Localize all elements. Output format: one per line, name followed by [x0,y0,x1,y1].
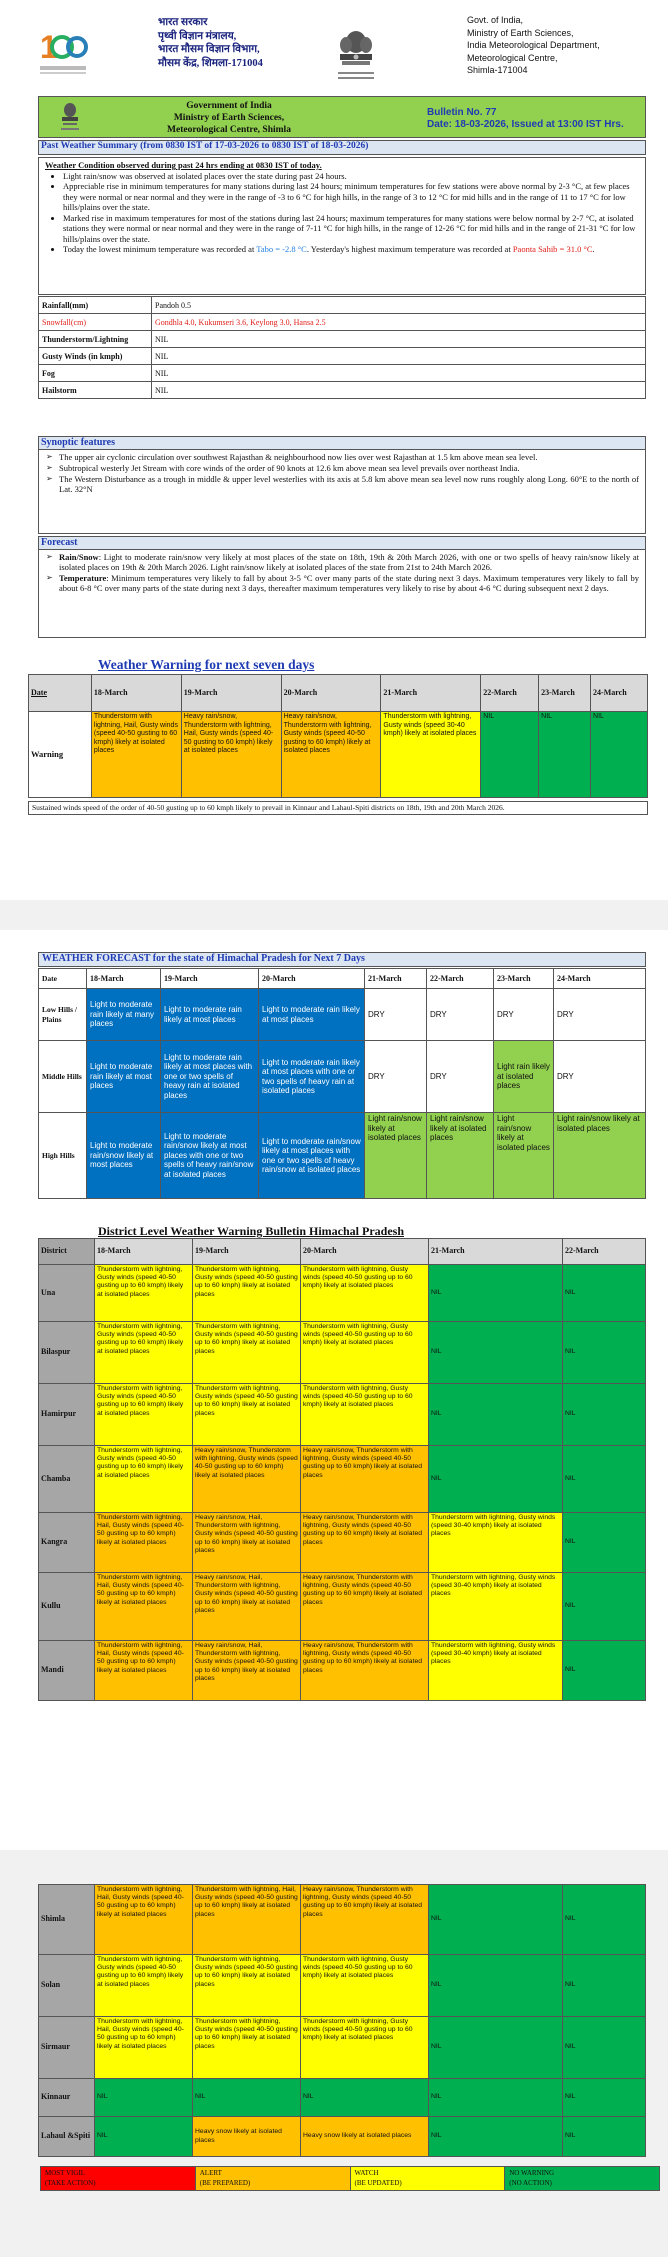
district-cell: NIL [193,2079,301,2117]
day-header: 21-March [381,675,481,712]
district-cell: Thunderstorm with lightning, Gusty winds (speed 40-50 gusting up to 60 kmph) likely at isolated places [301,2017,429,2079]
district-name: Shimla [39,1885,95,1955]
district-cell: NIL [429,1322,563,1384]
rainfall-label: Rainfall(mm) [39,297,152,314]
gusty-winds-value: NIL [152,348,646,365]
district-cell: Thunderstorm with lightning, Hail, Gusty winds (speed 40-50 gusting up to 60 kmph) likely at isolated places [193,1885,301,1955]
synoptic-item: ➢ The upper air cyclonic circulation over southwest Rajasthan & neighbourhood now lies over west Rajasthan at 1.5 km above mean sea level. [59,452,639,462]
district-cell: Thunderstorm with lightning, Gusty winds (speed 40-50 gusting up to 60 kmph) likely at isolated places [95,1384,193,1446]
district-cell: NIL [429,1955,563,2017]
observed-weather-table [38,296,646,399]
forecast-title: Forecast [39,537,645,550]
forecast-cell: Light rain/snow likely at isolated places [554,1113,646,1199]
district-cell: NIL [301,2079,429,2117]
district-cell: Thunderstorm with lightning, Gusty winds (speed 40-50 gusting up to 60 kmph) likely at isolated places [301,1322,429,1384]
table-row [39,1239,646,1265]
district-cell: NIL [563,1573,646,1641]
table-row [39,314,646,331]
observed-heading: Weather Condition observed during past 24 hrs ending at 0830 IST of today. [45,160,322,170]
district-cell: NIL [429,2079,563,2117]
forecast-cell: Light to moderate rain likely at many places [87,989,161,1041]
forecast-cell: DRY [365,1041,427,1113]
forecast-cell: DRY [427,1041,494,1113]
district-cell: Heavy snow likely at isolated places [301,2117,429,2157]
observed-bullet-extremes: • Today the lowest minimum temperature was recorded at Tabo = -2.8 °C. Yesterday's highest maximum temperature was recorded at Paonta Sahib = 31.0 °C. [63,244,639,255]
table-row [39,1265,646,1322]
district-name: Sirmaur [39,2017,95,2079]
table-row [39,2117,646,2157]
observed-bullets [63,171,639,255]
forecast-cell: Light to moderate rain/snow likely at most places with one or two spells of heavy rain/snow at isolated places [161,1113,259,1199]
day-header: 19-March [181,675,281,712]
table-row [39,1384,646,1446]
fog-label: Fog [39,365,152,382]
forecast-cell: Light to moderate rain likely at most places [87,1041,161,1113]
district-warning-table-cont [38,1884,646,2157]
forecast-cell: DRY [554,1041,646,1113]
district-cell: Thunderstorm with lightning, Gusty winds (speed 40-50 gusting up to 60 kmph) likely at isolated places [95,1955,193,2017]
legend-alert: ALERT (BE PREPARED) [195,2167,350,2191]
day-header: 22-March [481,675,539,712]
district-cell: NIL [563,1384,646,1446]
forecast-cell: Light to moderate rain likely at most places with one or two spells of heavy rain at isolated places [259,1041,365,1113]
forecast-cell: Light to moderate rain likely at most places with one or two spells of heavy rain at isolated places [161,1041,259,1113]
district-cell: Thunderstorm with lightning, Gusty winds (speed 40-50 gusting up to 60 kmph) likely at isolated places [193,1955,301,2017]
svg-text:1: 1 [40,29,58,65]
district-cell: Heavy rain/snow, Hail, Thunderstorm with lightning, Gusty winds (speed 40-50 gusting up to 60 kmph) likely at isolated places [193,1513,301,1573]
observed-bullet: • Marked rise in maximum temperatures for most of the stations during last 24 hours; maximum temperatures for many stations were below normal by 2-7 °C, at isolated stations they were normal or near normal and they were in the range of 7-11 °C for high hills, in the range of 12-26 °C for mid hills and in the range of 21-31 °C for low hills/plains over the state. [63,213,639,245]
observed-weather-box [38,157,646,295]
snowfall-label: Snowfall(cm) [39,314,152,331]
warning-cell: Thunderstorm with lightning, Gusty winds (speed 30-40 kmph) likely at isolated places [381,712,481,798]
legend-watch: WATCH (BE UPDATED) [350,2167,505,2191]
table-row [39,1955,646,2017]
row-label: Middle Hills [39,1041,87,1113]
lowest-min-temp: Tabo = -2.8 °C [256,244,307,254]
snowfall-value: Gondhla 4.0, Kukumseri 3.6, Keylong 3.0, Hansa 2.5 [152,314,646,331]
table-row [39,2079,646,2117]
fog-value: NIL [152,365,646,382]
district-name: Mandi [39,1641,95,1701]
district-cell: Heavy rain/snow, Thunderstorm with lightning, Gusty winds (speed 40-50 gusting up to 60 kmph) likely at isolated places [193,1446,301,1513]
legend-most-vigil: MOST VIGIL (TAKE ACTION) [41,2167,196,2191]
forecast-cell: Light rain/snow likely at isolated places [427,1113,494,1199]
row-label: Low Hills / Plains [39,989,87,1041]
district-cell: Thunderstorm with lightning, Gusty winds (speed 40-50 gusting up to 60 kmph) likely at isolated places [95,1322,193,1384]
forecast-section [38,536,646,638]
district-cell: NIL [563,1955,646,2017]
table-row [39,2017,646,2079]
district-cell: Thunderstorm with lightning, Gusty winds (speed 30-40 kmph) likely at isolated places [429,1641,563,1701]
day-header: 24-March [554,969,646,989]
district-cell: Thunderstorm with lightning, Gusty winds (speed 40-50 gusting up to 60 kmph) likely at isolated places [301,1265,429,1322]
day-header: 23-March [539,675,591,712]
warning-cell: NIL [539,712,591,798]
district-cell: NIL [563,1265,646,1322]
day-header: 23-March [494,969,554,989]
district-cell: NIL [563,1885,646,1955]
district-name: Una [39,1265,95,1322]
day-header: 24-March [591,675,648,712]
district-name: Bilaspur [39,1322,95,1384]
hailstorm-label: Hailstorm [39,382,152,399]
district-cell: Thunderstorm with lightning, Hail, Gusty winds (speed 40-50 gusting up to 60 kmph) likely at isolated places [95,1573,193,1641]
hindi-header: भारत सरकार पृथ्वी विज्ञान मंत्रालय, भारत मौसम विज्ञान विभाग, मौसम केंद्र, शिमला-171004 [158,17,263,69]
district-cell: Heavy rain/snow, Thunderstorm with lightning, Gusty winds (speed 40-50 gusting up to 60 kmph) likely at isolated places [301,1641,429,1701]
district-cell: NIL [429,2117,563,2157]
district-cell: Thunderstorm with lightning, Hail, Gusty winds (speed 40-50 gusting up to 60 kmph) likely at isolated places [95,2017,193,2079]
warning-footnote: Sustained winds speed of the order of 40-50 gusting up to 60 kmph likely to prevail in Kinnaur and Lahaul-Spiti districts on 18th, 19th and 20th March 2026. [28,801,648,815]
district-cell: NIL [563,1446,646,1513]
table-row [39,348,646,365]
district-cell: NIL [429,1265,563,1322]
district-cell: Thunderstorm with lightning, Gusty winds (speed 40-50 gusting up to 60 kmph) likely at isolated places [95,1446,193,1513]
district-name: Chamba [39,1446,95,1513]
district-cell: NIL [95,2117,193,2157]
band-govt-text: Government of India Ministry of Earth Sciences, Meteorological Centre, Shimla [167,101,291,135]
table-row [39,365,646,382]
district-cell: Thunderstorm with lightning, Hail, Gusty winds (speed 40-50 gusting up to 60 kmph) likely at isolated places [95,1885,193,1955]
warning-7day-title: Weather Warning for next seven days [98,657,315,672]
forecast-cell: DRY [554,989,646,1041]
forecast-cell: DRY [365,989,427,1041]
forecast-cell: Light to moderate rain likely at most places [161,989,259,1041]
forecast-7day-table [38,968,646,1199]
warning-7day-table [28,674,648,798]
district-cell: Thunderstorm with lightning, Gusty winds (speed 40-50 gusting up to 60 kmph) likely at isolated places [301,1384,429,1446]
thunderstorm-value: NIL [152,331,646,348]
district-cell: Thunderstorm with lightning, Gusty winds (speed 40-50 gusting up to 60 kmph) likely at isolated places [193,2017,301,2079]
observed-bullet: • Light rain/snow was observed at isolated places over the state during past 24 hours. [63,171,639,182]
table-row [39,1885,646,1955]
day-header: 18-March [91,675,181,712]
district-warning-table [38,1238,646,1701]
date-header: Date [29,675,92,712]
district-cell: Heavy snow likely at isolated places [193,2117,301,2157]
forecast-cell: Light to moderate rain/snow likely at most places with one or two spells of heavy rain/snow at isolated places [259,1113,365,1199]
district-warning-title: District Level Weather Warning Bulletin Himachal Pradesh [98,1224,404,1238]
forecast-rain: ➢ Rain/Snow: Light to moderate rain/snow very likely at most places of the state on 18th, 19th & 20th March 2026, with one or two spells of heavy rain/snow likely at isolated places on 19th & 20th March 2026. Light rain/snow likely at isolated places of the state from 21st to 24th March 2026. [59,552,639,572]
observed-bullet: • Appreciable rise in minimum temperatures for many stations during last 24 hours; minimum temperatures for few stations were above normal by 2-3 °C, at few places they were normal or near normal and they were in the range of -3 to 6 °C for high hills, in the range of 3 to 12 °C for mid hills and in the range of 11 to 17 °C for low hills/plains over the state. [63,181,639,213]
synoptic-item: ➢ The Western Disturbance as a trough in middle & upper level westerlies with its axis at 5.8 km above mean sea level now runs roughly along Long. 60°E to the north of Lat. 32°N [59,474,639,494]
district-cell: NIL [563,2117,646,2157]
table-row [39,1041,646,1113]
district-cell: NIL [429,2017,563,2079]
district-name: Kinnaur [39,2079,95,2117]
forecast-cell: Light rain/snow likely at isolated places [494,1113,554,1199]
synoptic-title: Synoptic features [39,437,645,450]
district-cell: NIL [429,1885,563,1955]
table-row [39,1322,646,1384]
highest-max-temp: Paonta Sahib = 31.0 °C [512,244,593,254]
day-header: 18-March [87,969,161,989]
district-name: Kullu [39,1573,95,1641]
warning-cell: NIL [481,712,539,798]
table-row [39,1573,646,1641]
day-header: 20-March [259,969,365,989]
district-cell: NIL [563,1641,646,1701]
forecast-cell: Light to moderate rain likely at most places [259,989,365,1041]
district-cell: Thunderstorm with lightning, Gusty winds (speed 40-50 gusting up to 60 kmph) likely at isolated places [95,1265,193,1322]
district-cell: Heavy rain/snow, Thunderstorm with lightning, Gusty winds (speed 40-50 gusting up to 60 kmph) likely at isolated places [301,1446,429,1513]
bulletin-number: Bulletin No. 77 [427,107,497,118]
day-header: 22-March [427,969,494,989]
district-name: Hamirpur [39,1384,95,1446]
bulletin-header-band [38,96,646,138]
warning-cell: Heavy rain/snow, Thunderstorm with lightning, Hail, Gusty winds (speed 40-50 gusting to 60 kmph) likely at isolated places [181,712,281,798]
district-name: Lahaul &Spiti [39,2117,95,2157]
table-row [29,712,648,798]
district-cell: Heavy rain/snow, Thunderstorm with lightning, Gusty winds (speed 40-50 gusting up to 60 kmph) likely at isolated places [301,1513,429,1573]
row-label: High Hills [39,1113,87,1199]
district-header: District [39,1239,95,1265]
english-header: Govt. of India, Ministry of Earth Sciences, India Meteorological Department, Meteorological Centre, Shimla-171004 [467,15,600,75]
table-row [41,2167,660,2191]
district-cell: NIL [563,2017,646,2079]
day-header: 20-March [301,1239,429,1265]
district-cell: NIL [95,2079,193,2117]
table-row [39,1446,646,1513]
table-row [39,1513,646,1573]
district-name: Kangra [39,1513,95,1573]
district-cell: Thunderstorm with lightning, Hail, Gusty winds (speed 40-50 gusting up to 60 kmph) likely at isolated places [95,1641,193,1701]
ashoka-emblem-icon [334,28,378,84]
bulletin-date: Date: 18-03-2026, Issued at 13:00 IST Hrs. [427,119,624,130]
table-row [39,969,646,989]
forecast-cell: Light to moderate rain/snow likely at most places [87,1113,161,1199]
gusty-winds-label: Gusty Winds (in kmph) [39,348,152,365]
synoptic-item: ➢ Subtropical westerly Jet Stream with core winds of the order of 90 knots at 12.6 km above mean sea level prevails over northeast India. [59,463,639,473]
forecast-cell: Light rain likely at isolated places [494,1041,554,1113]
district-name: Solan [39,1955,95,2017]
district-cell: Thunderstorm with lightning, Hail, Gusty winds (speed 40-50 gusting up to 60 kmph) likely at isolated places [95,1513,193,1573]
color-legend [40,2166,660,2191]
table-row [39,1113,646,1199]
day-header: 21-March [429,1239,563,1265]
district-cell: NIL [429,1384,563,1446]
table-row [39,331,646,348]
date-header: Date [39,969,87,989]
forecast-7day-title: WEATHER FORECAST for the state of Himachal Pradesh for Next 7 Days [38,952,646,967]
day-header: 21-March [365,969,427,989]
table-row [39,1641,646,1701]
warning-cell: Thunderstorm with lightning, Hail, Gusty winds (speed 40-50 gusting to 60 kmph) likely at isolated places [91,712,181,798]
district-cell: Heavy rain/snow, Hail, Thunderstorm with lightning, Gusty winds (speed 40-50 gusting up to 60 kmph) likely at isolated places [193,1573,301,1641]
district-cell: Thunderstorm with lightning, Gusty winds (speed 30-40 kmph) likely at isolated places [429,1513,563,1573]
thunderstorm-label: Thunderstorm/Lightning [39,331,152,348]
warning-cell: Heavy rain/snow, Thunderstorm with lightning, Gusty winds (speed 40-50 gusting to 60 kmph) likely at isolated places [281,712,381,798]
district-cell: Thunderstorm with lightning, Gusty winds (speed 30-40 kmph) likely at isolated places [429,1573,563,1641]
table-row [39,382,646,399]
district-cell: Thunderstorm with lightning, Gusty winds (speed 40-50 gusting up to 60 kmph) likely at isolated places [193,1322,301,1384]
district-cell: NIL [429,1446,563,1513]
forecast-cell: DRY [494,989,554,1041]
forecast-temperature: ➢ Temperature: Minimum temperatures very likely to fall by about 3-5 °C over many parts of the state during next 3 days. Maximum temperatures very likely to fall by about 6-8 °C over many parts of the state during next 3 days, thereafter maximum temperatures very likely to rise by about 4-6 °C during subsequent next 2 days. [59,573,639,593]
day-header: 22-March [563,1239,646,1265]
table-row [29,675,648,712]
warning-row-label: Warning [29,712,92,798]
district-cell: Thunderstorm with lightning, Gusty winds (speed 40-50 gusting up to 60 kmph) likely at isolated places [193,1384,301,1446]
day-header: 20-March [281,675,381,712]
synoptic-section [38,436,646,534]
hailstorm-value: NIL [152,382,646,399]
past-weather-title: Past Weather Summary (from 0830 IST of 17-03-2026 to 0830 IST of 18-03-2026) [38,140,646,155]
forecast-cell: DRY [427,989,494,1041]
district-cell: NIL [563,1322,646,1384]
forecast-cell: Light rain/snow likely at isolated places [365,1113,427,1199]
legend-no-warning: NO WARNING (NO ACTION) [505,2167,660,2191]
table-row [39,297,646,314]
district-cell: Heavy rain/snow, Hail, Thunderstorm with lightning, Gusty winds (speed 40-50 gusting up to 60 kmph) likely at isolated places [193,1641,301,1701]
imd-150-logo [38,22,88,78]
day-header: 19-March [161,969,259,989]
district-cell: NIL [563,1513,646,1573]
district-cell: Thunderstorm with lightning, Gusty winds (speed 40-50 gusting up to 60 kmph) likely at isolated places [193,1265,301,1322]
table-row [39,989,646,1041]
bulletin-page-1 [0,0,668,900]
bulletin-id [427,107,624,131]
district-cell: NIL [563,2079,646,2117]
day-header: 19-March [193,1239,301,1265]
warning-cell: NIL [591,712,648,798]
district-cell: Thunderstorm with lightning, Gusty winds (speed 40-50 gusting up to 60 kmph) likely at isolated places [301,1955,429,2017]
rainfall-value: Pandoh 0.5 [152,297,646,314]
district-cell: Heavy rain/snow, Thunderstorm with lightning, Gusty winds (speed 40-50 gusting up to 60 kmph) likely at isolated places [301,1885,429,1955]
district-cell: Heavy rain/snow, Thunderstorm with lightning, Gusty winds (speed 40-50 gusting up to 60 kmph) likely at isolated places [301,1573,429,1641]
day-header: 18-March [95,1239,193,1265]
